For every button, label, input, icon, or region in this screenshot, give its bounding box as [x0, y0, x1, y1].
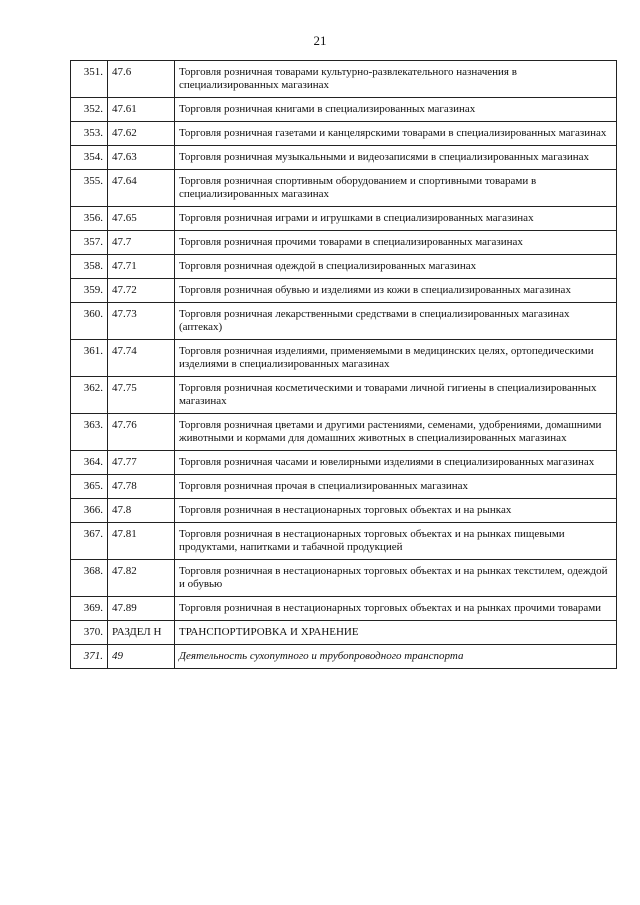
activity-description: Торговля розничная в нестационарных торговых объектах и на рынках [175, 499, 617, 523]
table-row [71, 414, 617, 451]
okved-code: 47.82 [108, 560, 175, 597]
table-row [71, 279, 617, 303]
activity-description: Торговля розничная в нестационарных торговых объектах и на рынках текстилем, одеждой и обувью [175, 560, 617, 597]
okved-code: 47.64 [108, 170, 175, 207]
activity-description: Торговля розничная газетами и канцелярскими товарами в специализированных магазинах [175, 122, 617, 146]
row-number: 355. [71, 170, 108, 207]
okved-code: РАЗДЕЛ H [108, 621, 175, 645]
row-number: 356. [71, 207, 108, 231]
activity-description: Торговля розничная музыкальными и видеозаписями в специализированных магазинах [175, 146, 617, 170]
activity-description: Торговля розничная товарами культурно-развлекательного назначения в специализированных магазинах [175, 61, 617, 98]
table-row [71, 475, 617, 499]
row-number: 357. [71, 231, 108, 255]
row-number: 367. [71, 523, 108, 560]
activity-description: Торговля розничная цветами и другими растениями, семенами, удобрениями, домашними животными и кормами для домашних животных в специализированных магазинах [175, 414, 617, 451]
table-row [71, 499, 617, 523]
table-row [71, 340, 617, 377]
activity-description: Торговля розничная книгами в специализированных магазинах [175, 98, 617, 122]
okved-code: 47.65 [108, 207, 175, 231]
table-row [71, 560, 617, 597]
activity-description: Торговля розничная прочими товарами в специализированных магазинах [175, 231, 617, 255]
row-number: 371. [71, 645, 108, 669]
table-row [71, 597, 617, 621]
table-row [71, 146, 617, 170]
row-number: 354. [71, 146, 108, 170]
okved-code: 47.7 [108, 231, 175, 255]
page-number: 21 [313, 33, 327, 48]
okved-code: 47.6 [108, 61, 175, 98]
row-number: 364. [71, 451, 108, 475]
okved-code: 47.63 [108, 146, 175, 170]
activity-description: Торговля розничная изделиями, применяемыми в медицинских целях, ортопедическими изделиями в специализированных магазинах [175, 340, 617, 377]
activity-description: Торговля розничная в нестационарных торговых объектах и на рынках пищевыми продуктами, напитками и табачной продукцией [175, 523, 617, 560]
table-body [71, 61, 617, 669]
table-row [71, 122, 617, 146]
row-number: 368. [71, 560, 108, 597]
row-number: 359. [71, 279, 108, 303]
activity-description: Деятельность сухопутного и трубопроводного транспорта [175, 645, 617, 669]
table-row [71, 303, 617, 340]
okved-code: 47.77 [108, 451, 175, 475]
row-number: 365. [71, 475, 108, 499]
row-number: 363. [71, 414, 108, 451]
row-number: 358. [71, 255, 108, 279]
activity-description: Торговля розничная косметическими и товарами личной гигиены в специализированных магазинах [175, 377, 617, 414]
row-number: 360. [71, 303, 108, 340]
row-number: 353. [71, 122, 108, 146]
table-row [71, 207, 617, 231]
table-row [71, 451, 617, 475]
activity-description: Торговля розничная обувью и изделиями из кожи в специализированных магазинах [175, 279, 617, 303]
table-row [71, 621, 617, 645]
okved-code: 47.75 [108, 377, 175, 414]
okved-code: 47.72 [108, 279, 175, 303]
okved-table [70, 60, 617, 669]
okved-code: 47.74 [108, 340, 175, 377]
activity-description: Торговля розничная часами и ювелирными изделиями в специализированных магазинах [175, 451, 617, 475]
row-number: 361. [71, 340, 108, 377]
row-number: 369. [71, 597, 108, 621]
table-row [71, 170, 617, 207]
table-row [71, 523, 617, 560]
row-number: 352. [71, 98, 108, 122]
activity-description: Торговля розничная одеждой в специализированных магазинах [175, 255, 617, 279]
row-number: 370. [71, 621, 108, 645]
table-row [71, 377, 617, 414]
table-row [71, 98, 617, 122]
okved-code: 47.71 [108, 255, 175, 279]
row-number: 362. [71, 377, 108, 414]
okved-code: 49 [108, 645, 175, 669]
okved-code: 47.81 [108, 523, 175, 560]
okved-code: 47.78 [108, 475, 175, 499]
table-row [71, 231, 617, 255]
table-row [71, 645, 617, 669]
row-number: 366. [71, 499, 108, 523]
table-row [71, 61, 617, 98]
okved-code: 47.61 [108, 98, 175, 122]
okved-code: 47.89 [108, 597, 175, 621]
okved-code: 47.73 [108, 303, 175, 340]
activity-description: Торговля розничная прочая в специализированных магазинах [175, 475, 617, 499]
okved-code: 47.62 [108, 122, 175, 146]
activity-description: ТРАНСПОРТИРОВКА И ХРАНЕНИЕ [175, 621, 617, 645]
row-number: 351. [71, 61, 108, 98]
okved-code: 47.8 [108, 499, 175, 523]
activity-description: Торговля розничная в нестационарных торговых объектах и на рынках прочими товарами [175, 597, 617, 621]
activity-description: Торговля розничная лекарственными средствами в специализированных магазинах (аптеках) [175, 303, 617, 340]
activity-description: Торговля розничная спортивным оборудованием и спортивными товарами в специализированных магазинах [175, 170, 617, 207]
table-row [71, 255, 617, 279]
okved-code: 47.76 [108, 414, 175, 451]
activity-description: Торговля розничная играми и игрушками в специализированных магазинах [175, 207, 617, 231]
